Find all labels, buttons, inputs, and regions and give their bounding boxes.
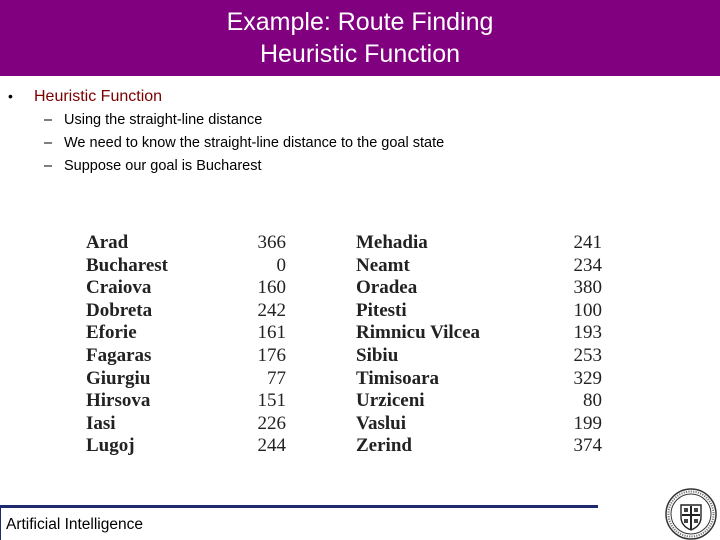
distance-value: 226 xyxy=(257,412,286,434)
city-name: Hirsova xyxy=(86,390,151,412)
city-name: Iasi xyxy=(86,412,116,434)
dash-icon: – xyxy=(44,158,53,174)
distance-value: 244 xyxy=(257,435,286,457)
distance-value: 193 xyxy=(573,322,602,344)
distance-value: 0 xyxy=(276,254,286,276)
right-city-column xyxy=(356,232,556,458)
distance-value: 234 xyxy=(573,254,602,276)
dash-icon: – xyxy=(44,112,53,128)
distance-value: 176 xyxy=(257,344,286,366)
city-name: Rimnicu Vilcea xyxy=(356,322,481,344)
straight-line-distance-table xyxy=(86,232,606,460)
bullet-label: Heuristic Function xyxy=(34,88,163,105)
dash-icon: – xyxy=(44,135,53,151)
city-name: Timisoara xyxy=(356,367,440,389)
sub-bullet-item xyxy=(44,158,444,181)
city-name: Mehadia xyxy=(356,232,428,253)
city-name: Bucharest xyxy=(86,254,168,276)
distance-value: 380 xyxy=(573,277,602,299)
sub-bullet-item xyxy=(44,112,444,135)
main-bullet xyxy=(8,88,162,106)
footer-divider xyxy=(0,505,598,508)
city-name: Eforie xyxy=(86,322,137,344)
distance-value: 100 xyxy=(573,299,602,321)
distance-value: 329 xyxy=(573,367,602,389)
city-name: Oradea xyxy=(356,277,418,299)
city-name: Sibiu xyxy=(356,344,399,366)
distance-value: 80 xyxy=(583,390,602,412)
city-name: Vaslui xyxy=(356,412,406,434)
city-name: Urziceni xyxy=(356,390,425,412)
footer-left-border xyxy=(0,508,1,540)
city-name: Lugoj xyxy=(86,435,135,457)
slide-title-line1: Example: Route Finding xyxy=(226,8,494,36)
city-name: Fagaras xyxy=(86,344,152,366)
sub-bullet-text: Suppose our goal is Bucharest xyxy=(64,158,262,174)
distance-value: 161 xyxy=(257,322,286,344)
right-distance-column xyxy=(552,232,602,458)
city-name: Craiova xyxy=(86,277,152,299)
left-distance-column xyxy=(236,232,286,458)
distance-value: 199 xyxy=(573,412,602,434)
sub-bullet-list xyxy=(44,112,444,181)
university-seal-icon xyxy=(664,487,718,540)
city-name: Arad xyxy=(86,232,129,253)
city-name: Dobreta xyxy=(86,299,153,321)
footer-course-title: Artificial Intelligence xyxy=(6,516,143,533)
sub-bullet-item xyxy=(44,135,444,158)
city-name: Zerind xyxy=(356,435,412,457)
distance-value: 374 xyxy=(573,435,602,457)
distance-value: 160 xyxy=(257,277,286,299)
left-city-column xyxy=(86,232,236,458)
distance-value: 241 xyxy=(573,232,602,253)
distance-value: 151 xyxy=(257,390,286,412)
slide-title xyxy=(0,0,720,76)
slide-title-line2: Heuristic Function xyxy=(259,40,461,68)
distance-value: 253 xyxy=(573,344,602,366)
sub-bullet-text: Using the straight-line distance xyxy=(64,112,263,128)
city-name: Giurgiu xyxy=(86,367,151,389)
distance-value: 366 xyxy=(257,232,286,253)
sub-bullet-text: We need to know the straight-line distance to the goal state xyxy=(64,135,445,151)
bullet-icon: • xyxy=(8,88,13,104)
distance-value: 77 xyxy=(267,367,286,389)
city-name: Pitesti xyxy=(356,299,407,321)
city-name: Neamt xyxy=(356,254,410,276)
distance-value: 242 xyxy=(257,299,286,321)
